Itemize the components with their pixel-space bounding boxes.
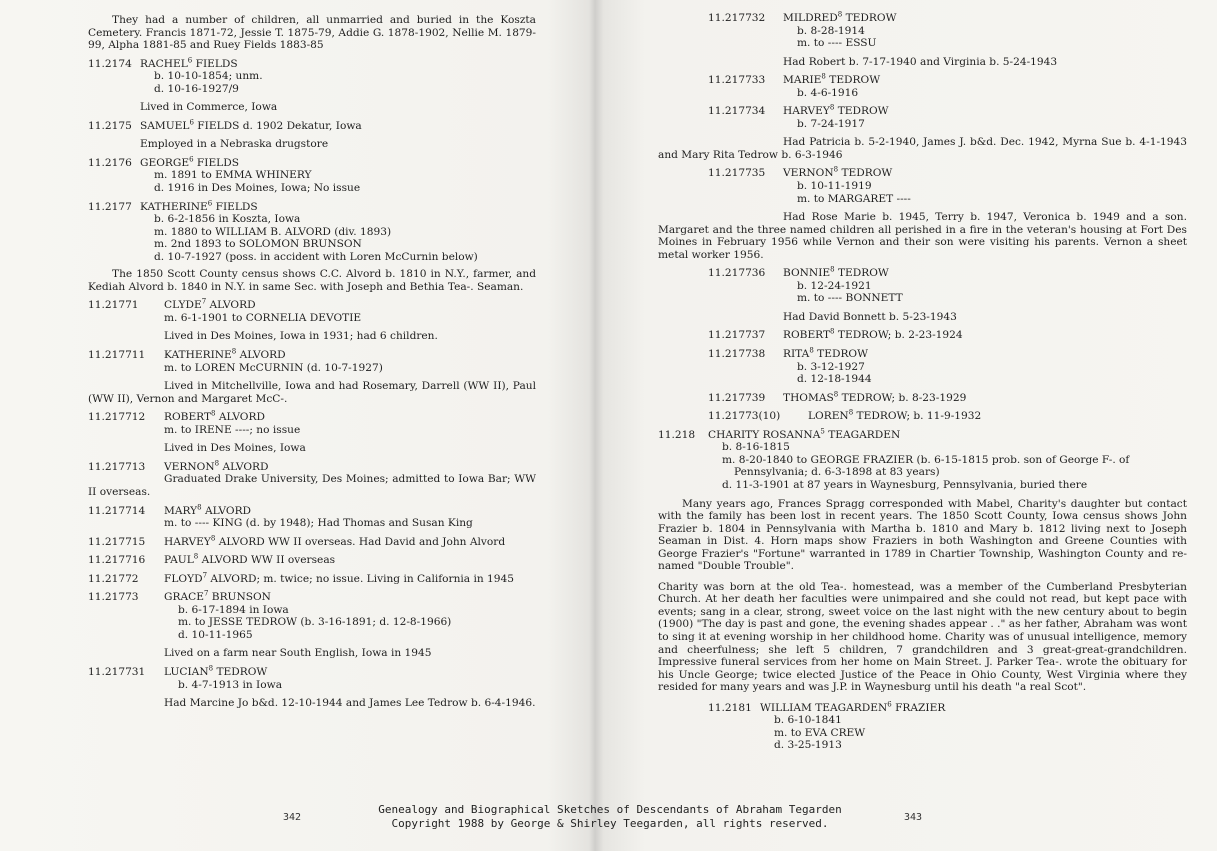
given-name: WILLIAM TEAGARDEN (760, 701, 888, 714)
generation: 8 (829, 103, 835, 112)
entry-11-217735 (658, 167, 1187, 205)
surname: ALVORD (205, 504, 252, 517)
entry-note: Had David Bonnett b. 5-23-1943 (783, 310, 957, 323)
entry-number: 11.217737 (708, 329, 766, 342)
generation: 8 (231, 347, 237, 356)
generation: 7 (201, 297, 207, 306)
given-name: LOREN (808, 410, 849, 423)
entry-11-217734 (658, 105, 1187, 130)
entry-note: Had Rose Marie b. 1945, Terry b. 1947, Veronica b. 1949 and a son. Margaret and the three named children all perished in a fire in the veteran's housing at Fort Des Moines in February 1956 while Vernon and their son were visiting his parents. Vernon a sheet metal worker 1956. (658, 211, 1187, 261)
entry-number: 11.2177 (88, 200, 132, 213)
birth-line: b. 8-28-1914 (797, 24, 865, 37)
entry-number: 11.21771 (88, 299, 139, 312)
entry-number: 11.2174 (88, 57, 132, 70)
entry-details: TEDROW; b. 11-9-1932 (856, 410, 982, 423)
entry-11-2177 (88, 201, 536, 264)
right-column (658, 10, 1187, 752)
entry-11-217713 (88, 461, 536, 474)
generation: 8 (208, 664, 214, 673)
biography-paragraph: Charity was born at the old Tea-. homestead, was a member of the Cumberland Presbyterian Church. At her death her faculties were unimpaired and she could not read, but kept pace with events; sang in a clear, strong, sweet voice on the last night with the new century about to begin (1900) "The day is past and gone, the evening shades appear . ." as her father, Abraham was wont to sing it at evening worship in her childhood home. Charity was of unusual intelligence, memory and cheerfulness; she left 5 children, 7 grandchildren and 3 great-great-grandchildren. Impressive funeral services from her home on Main Street. J. Parker Tea-. wrote the obituary for his Uncle George; twice elected Justice of the Peace in Ohio County, West Virginia where they resided for many years and was J.P. in Waynesburg until his death "a real Scot". (658, 580, 1187, 694)
marriage-line: m. to LOREN McCURNIN (d. 10-7-1927) (164, 361, 383, 374)
surname: FIELDS (195, 57, 238, 70)
given-name: HARVEY (783, 105, 830, 118)
generation: 5 (820, 427, 825, 436)
page-343 (596, 0, 1217, 851)
surname: TEDROW (837, 105, 889, 118)
birth-line: b. 6-2-1856 in Koszta, Iowa (154, 213, 301, 226)
given-name: HARVEY (164, 535, 211, 548)
entry-11-2181 (658, 702, 1187, 752)
generation: 8 (830, 327, 835, 336)
entry-11-217715 (88, 536, 536, 549)
entry-details: TEDROW; b. 2-23-1924 (837, 329, 963, 342)
entry-details: FIELDS d. 1902 Dekatur, Iowa (197, 119, 362, 132)
given-name: CLYDE (164, 299, 202, 312)
entry-number: 11.217716 (88, 554, 146, 567)
entry-11-217739 (658, 392, 1187, 405)
generation: 8 (809, 346, 814, 355)
page-number-left: 342 (283, 812, 302, 823)
entry-number: 11.21773 (88, 591, 139, 604)
given-name: KATHERINE (140, 200, 208, 213)
history-paragraph: Many years ago, Frances Spragg corresponded with Mabel, Charity's daughter but contact with the family has been lost in recent years. The 1850 Scott County, Iowa census shows John Frazier b. 1804 in Pennsylvania with Martha b. 1810 and Mary b. 1812 living next to Joseph Seaman in Dist. 4. Horn maps show Fraziers in both Washington and Greene Counties with George Frazier's "Fortune" warranted in 1789 in Chartier Township, Washington County and re-named "Double Trouble". (658, 497, 1187, 573)
entry-11-217733 (658, 74, 1187, 99)
page-342 (0, 0, 596, 851)
given-name: RITA (783, 348, 810, 361)
entry-note: Lived on a farm near South English, Iowa in 1945 (164, 647, 432, 660)
entry-11-217714 (88, 502, 536, 530)
death-line: d. 10-16-1927/9 (154, 82, 239, 95)
given-name: MARIE (783, 74, 822, 87)
entry-number: 11.217711 (88, 349, 146, 362)
birth-line: b. 3-12-1927 (797, 360, 865, 373)
generation: 8 (210, 534, 216, 543)
entry-number: 11.21773(10) (708, 410, 781, 423)
entry-number: 11.217736 (708, 267, 766, 280)
entry-11-218 (658, 429, 1187, 492)
census-note: The 1850 Scott County census shows C.C. Alvord b. 1810 in N.Y., farmer, and Kediah Alvord b. 1840 in N.Y. in same Sec. with Joseph and Bethia Tea-. Seaman. (88, 268, 536, 293)
entry-11-21771 (88, 299, 536, 343)
entry-note: Lived in Commerce, Iowa (140, 101, 278, 114)
entry-note: Lived in Mitchellville, Iowa and had Rosemary, Darrell (WW II), Paul (WW II), Vernon and Margaret McC-. (88, 380, 536, 405)
entry-11-217712 (88, 411, 536, 455)
surname: ALVORD (209, 299, 256, 312)
entry-note: Employed in a Nebraska drugstore (140, 138, 329, 151)
surname: TEDROW (841, 167, 893, 180)
entry-number: 11.217739 (708, 391, 766, 404)
marriage-line: m. to ---- ESSU (797, 37, 877, 50)
given-name: ROBERT (164, 411, 212, 424)
entry-number: 11.2175 (88, 119, 132, 132)
surname: TEDROW (216, 665, 268, 678)
surname: ALVORD (218, 411, 265, 424)
left-column (88, 14, 536, 710)
marriage-line: m. to JESSE TEDROW (b. 3-16-1891; d. 12-8-1966) (178, 616, 452, 629)
surname: BRUNSON (211, 591, 271, 604)
generation: 7 (203, 589, 209, 598)
entry-number: 11.217738 (708, 348, 766, 361)
death-line: d. 11-3-1901 at 87 years in Waynesburg, Pennsylvania, buried there (722, 478, 1088, 491)
generation: 6 (887, 700, 892, 709)
entry-note: Had Marcine Jo b&d. 12-10-1944 and James Lee Tedrow b. 6-4-1946. (164, 697, 536, 710)
entry-note: Had Patricia b. 5-2-1940, James J. b&d. Dec. 1942, Myrna Sue b. 4-1-1943 and Mary Rita Tedrow b. 6-3-1946 (658, 136, 1187, 161)
given-name: SAMUEL (140, 119, 190, 132)
surname: TEAGARDEN (828, 428, 901, 441)
death-line: d. 12-18-1944 (797, 373, 872, 386)
generation: 8 (830, 265, 835, 274)
entry-11-217732 (658, 12, 1187, 68)
entry-11-21773-10 (658, 410, 1187, 423)
entry-number: 11.2181 (708, 701, 752, 714)
entry-11-2174 (88, 58, 536, 114)
birth-line: b. 10-10-1854; unm. (154, 70, 263, 83)
birth-line: b. 12-24-1921 (797, 279, 872, 292)
marriage-line: m. 1880 to WILLIAM B. ALVORD (div. 1893) (154, 225, 392, 238)
generation: 8 (193, 552, 199, 561)
given-name: VERNON (164, 460, 215, 473)
generation: 8 (214, 459, 220, 468)
generation: 8 (837, 10, 843, 19)
given-name: FLOYD (164, 572, 203, 585)
entry-11-217731 (88, 666, 536, 691)
entry-note: Lived in Des Moines, Iowa in 1931; had 6 children. (164, 330, 438, 343)
entry-number: 11.217731 (88, 665, 146, 678)
generation: 7 (202, 571, 208, 580)
intro-paragraph: They had a number of children, all unmarried and buried in the Koszta Cemetery. Francis 1871-72, Jessie T. 1875-79, Addie G. 1878-1902, Nellie M. 1879-99, Alpha 1881-85 and Ruey Fields 1883-85 (88, 14, 536, 52)
page-number-right: 343 (904, 812, 923, 823)
generation: 6 (189, 118, 194, 127)
given-name: GEORGE (140, 156, 190, 169)
surname: FRAZIER (895, 701, 946, 714)
given-name: ROBERT (783, 329, 831, 342)
entry-11-217736 (658, 267, 1187, 323)
entry-note: Had Robert b. 7-17-1940 and Virginia b. 5-24-1943 (783, 55, 1058, 68)
death-line: d. 10-11-1965 (178, 628, 253, 641)
generation: 8 (833, 390, 839, 399)
entry-11-21773 (88, 591, 536, 660)
death-line: d. 3-25-1913 (774, 739, 842, 752)
generation: 6 (189, 155, 194, 164)
surname: TEDROW (837, 267, 889, 280)
footer-copyright: Copyright 1988 by George & Shirley Teegarden, all rights reserved. (391, 817, 829, 830)
marriage-line: m. to IRENE ----; no issue (164, 423, 301, 436)
entry-number: 11.217735 (708, 167, 766, 180)
entry-11-21772 (88, 573, 536, 586)
marriage-line: m. 2nd 1893 to SOLOMON BRUNSON (154, 238, 362, 251)
entry-number: 11.217733 (708, 74, 766, 87)
given-name: BONNIE (783, 267, 831, 280)
entry-number: 11.217734 (708, 105, 766, 118)
birth-line: b. 8-16-1815 (722, 441, 790, 454)
generation: 6 (207, 199, 213, 208)
generation: 6 (187, 56, 193, 65)
marriage-line: m. 1891 to EMMA WHINERY (154, 169, 312, 182)
birth-line: b. 4-7-1913 in Iowa (178, 678, 283, 691)
entry-details: ALVORD WW II overseas (201, 554, 336, 567)
death-line: d. 1916 in Des Moines, Iowa; No issue (154, 182, 361, 195)
entry-11-217738 (658, 348, 1187, 386)
entry-number: 11.217713 (88, 460, 146, 473)
birth-line: b. 6-17-1894 in Iowa (178, 603, 289, 616)
given-name: VERNON (783, 167, 834, 180)
entry-details: ALVORD; m. twice; no issue. Living in California in 1945 (210, 572, 515, 585)
entry-details: TEDROW; b. 8-23-1929 (841, 391, 967, 404)
entry-note: Lived in Des Moines, Iowa (164, 442, 306, 455)
entry-number: 11.217732 (708, 12, 766, 24)
surname: FIELDS (196, 156, 239, 169)
surname: TEDROW (829, 74, 881, 87)
given-name: THOMAS (783, 391, 834, 404)
given-name: CHARITY ROSANNA (708, 428, 821, 441)
generation: 8 (211, 409, 216, 418)
entry-details: Graduated Drake University, Des Moines; admitted to Iowa Bar; WW II overseas. (88, 473, 536, 498)
given-name: GRACE (164, 591, 204, 604)
entry-11-217737 (658, 329, 1187, 342)
given-name: MARY (164, 504, 198, 517)
marriage-line: m. to ---- BONNETT (797, 292, 903, 305)
generation: 8 (848, 408, 854, 417)
surname: ALVORD (222, 460, 269, 473)
surname: ALVORD (239, 349, 286, 362)
entry-details: ALVORD WW II overseas. Had David and John Alvord (218, 535, 506, 548)
surname: TEDROW (817, 348, 868, 361)
marriage-line: m. 6-1-1901 to CORNELIA DEVOTIE (164, 311, 362, 324)
entry-11-217711 (88, 349, 536, 374)
birth-line: b. 7-24-1917 (797, 117, 865, 130)
surname: FIELDS (215, 200, 258, 213)
generation: 8 (197, 502, 202, 511)
entry-11-217716 (88, 554, 536, 567)
death-line: d. 10-7-1927 (poss. in accident with Loren McCurnin below) (154, 250, 478, 263)
entry-11-2175 (88, 120, 536, 151)
marriage-line: m. to ---- KING (d. by 1948); Had Thomas and Susan King (164, 517, 473, 530)
surname: TEDROW (845, 12, 897, 24)
given-name: KATHERINE (164, 349, 232, 362)
footer-title: Genealogy and Biographical Sketches of Descendants of Abraham Tegarden (378, 803, 842, 816)
given-name: MILDRED (783, 12, 838, 24)
marriage-line: m. 8-20-1840 to GEORGE FRAZIER (b. 6-15-1815 prob. son of George F-. of Pennsylvania; d. 6-3-1898 at 83 years) (722, 453, 1130, 479)
entry-number: 11.21772 (88, 572, 139, 585)
generation: 8 (821, 72, 826, 81)
generation: 8 (833, 165, 839, 174)
entry-number: 11.218 (658, 428, 696, 441)
entry-number: 11.217714 (88, 504, 146, 517)
entry-number: 11.217715 (88, 535, 146, 548)
birth-line: b. 6-10-1841 (774, 714, 842, 727)
marriage-line: m. to EVA CREW (774, 726, 866, 739)
birth-line: b. 10-11-1919 (797, 180, 872, 193)
footer (330, 803, 890, 831)
entry-number: 11.2176 (88, 156, 132, 169)
given-name: RACHEL (140, 57, 188, 70)
birth-line: b. 4-6-1916 (797, 86, 859, 99)
marriage-line: m. to MARGARET ---- (797, 192, 911, 205)
given-name: LUCIAN (164, 665, 209, 678)
entry-11-2176 (88, 157, 536, 195)
given-name: PAUL (164, 554, 194, 567)
entry-number: 11.217712 (88, 411, 146, 424)
